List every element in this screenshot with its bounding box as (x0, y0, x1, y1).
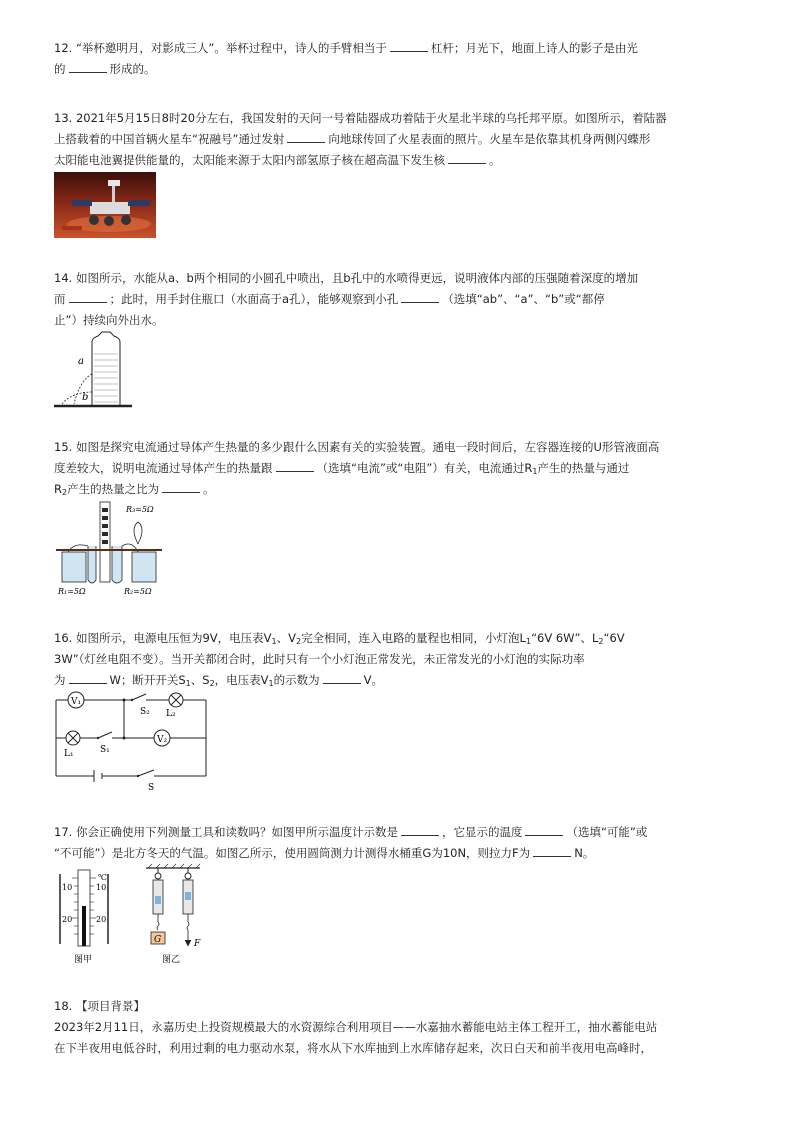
answer-blank[interactable] (69, 671, 107, 684)
joule-heat-apparatus (54, 500, 164, 603)
q18-heading: 18. 【项目背景】 (54, 999, 145, 1013)
mars-rover-photo (54, 172, 156, 241)
answer-blank[interactable] (162, 480, 200, 493)
answer-blank[interactable] (533, 844, 571, 857)
force-f-label: F (194, 939, 201, 949)
hole-a-label: a (78, 356, 84, 367)
switch-s-label: S (148, 783, 155, 792)
answer-blank[interactable] (323, 671, 361, 684)
answer-blank[interactable] (448, 151, 486, 164)
lamp-l2-label: L₂ (166, 709, 176, 719)
bottle-figure (54, 330, 134, 413)
hole-b-label: b (82, 392, 89, 403)
q15-line3: $R_2$产生的热量之比为 。 (54, 482, 215, 497)
tick-20-left: 20 (62, 915, 73, 924)
answer-blank[interactable] (287, 130, 325, 143)
answer-blank[interactable] (276, 459, 314, 472)
switch-s2-label: S₂ (140, 707, 150, 717)
q18-line2: 2023年2月11日，永嘉历史上投资规模最大的水资源综合利用项目——水嘉抽水蓄能电站主体工程开工，抽水蓄能电站 (54, 1020, 658, 1034)
q14-line2: 而 ；此时，用手封住瓶口（水面高于a孔），能够观察到小孔 （选填“ab”、“a”、“b”或“都停 (54, 292, 605, 306)
circuit-diagram (54, 690, 214, 795)
question-18 (54, 996, 744, 1059)
voltmeter-v1-label: V₁ (71, 697, 82, 707)
answer-blank[interactable] (401, 290, 439, 303)
q13-line3: 太阳能电池翼提供能量的，太阳能来源于太阳内部氢原子核在超高温下发生核 。 (54, 153, 501, 167)
answer-blank[interactable] (69, 290, 107, 303)
q13-line1: 13. 2021年5月15日8时20分左右，我国发射的天问一号着陆器成功着陆于火星北半球的乌托邦平原。如图所示，着陆器 (54, 111, 667, 125)
thermometer-figure (54, 866, 116, 971)
answer-blank[interactable] (401, 823, 439, 836)
q12-line2: 的 形成的。 (54, 62, 156, 76)
question-12 (54, 38, 744, 80)
question-15 (54, 437, 744, 500)
question-16 (54, 628, 744, 691)
lamp-l1-label: L₁ (64, 749, 74, 759)
q17-line1: 17. 你会正确使用下列测量工具和读数吗？如图甲所示温度计示数是 ，它显示的温度 （选填“可能”或 (54, 825, 648, 839)
question-17 (54, 822, 744, 864)
q13-line2: 上搭载着的中国首辆火星车“祝融号”通过发射 向地球传回了火星表面的照片。火星车是依靠其机身两侧闪蝶形 (54, 132, 651, 146)
celsius-unit: ℃ (98, 873, 107, 882)
q17-line2: “不可能”）是北方冬天的气温。如图乙所示，使用圆筒测力计测得水桶重G为10N，则拉力F为 N。 (54, 846, 595, 860)
q16-line2: 3W”（灯丝电阻不变）。当开关都闭合时，此时只有一个小灯泡正常发光，未正常发光的小灯泡的实际功率 (54, 652, 585, 666)
question-13 (54, 108, 744, 171)
r3-label: R₃=5Ω (126, 505, 154, 514)
q16-line3: 为 W；断开开关$S_1$、$S_2$，电压表$V_1$的示数为 V。 (54, 673, 384, 688)
q12-line1: 12. “举杯邀明月，对影成三人”。举杯过程中，诗人的手臂相当于 杠杆；月光下，地面上诗人的影子是由光 (54, 41, 638, 55)
figure-yi-caption: 图乙 (162, 955, 181, 965)
r1-label: R₁=5Ω (58, 587, 86, 596)
q16-line1: 16. 如图所示，电源电压恒为9V，电压表$V_1$、$V_2$完全相同，连入电路的量程也相同，小灯泡$L_1“6V$ 6W”、$L_2“6V$ (54, 631, 625, 646)
voltmeter-v2-label: V₂ (157, 735, 168, 745)
tick-10-right: 10 (96, 883, 107, 892)
answer-blank[interactable] (69, 60, 107, 73)
weight-g-label: G (154, 935, 162, 945)
q15-line2: 度差较大，说明电流通过导体产生的热量跟 （选填“电流”或“电阻”）有关，电流通过$R_1$产生的热量与通过 (54, 461, 630, 476)
q15-line1: 15. 如图是探究电流通过导体产生热量的多少跟什么因素有关的实验装置。通电一段时间后，左容器连接的U形管液面高 (54, 440, 660, 454)
answer-blank[interactable] (390, 39, 428, 52)
q18-line3: 在下半夜用电低谷时，利用过剩的电力驱动水泵，将水从下水库抽到上水库储存起来，次日白天和前半夜用电高峰时， (54, 1041, 652, 1055)
switch-s1-label: S₁ (100, 745, 110, 755)
figure-jia-caption: 图甲 (74, 955, 93, 965)
tick-20-right: 20 (96, 915, 107, 924)
tick-10-left: 10 (62, 883, 73, 892)
q14-line3: 止”）持续向外出水。 (54, 313, 164, 327)
question-14 (54, 268, 744, 331)
r2-label: R₂=5Ω (124, 587, 152, 596)
spring-scale-figure (138, 862, 210, 971)
q14-line1: 14. 如图所示，水能从a、b两个相同的小圆孔中喷出，且b孔中的水喷得更远，说明液体内部的压强随着深度的增加 (54, 271, 639, 285)
answer-blank[interactable] (525, 823, 563, 836)
